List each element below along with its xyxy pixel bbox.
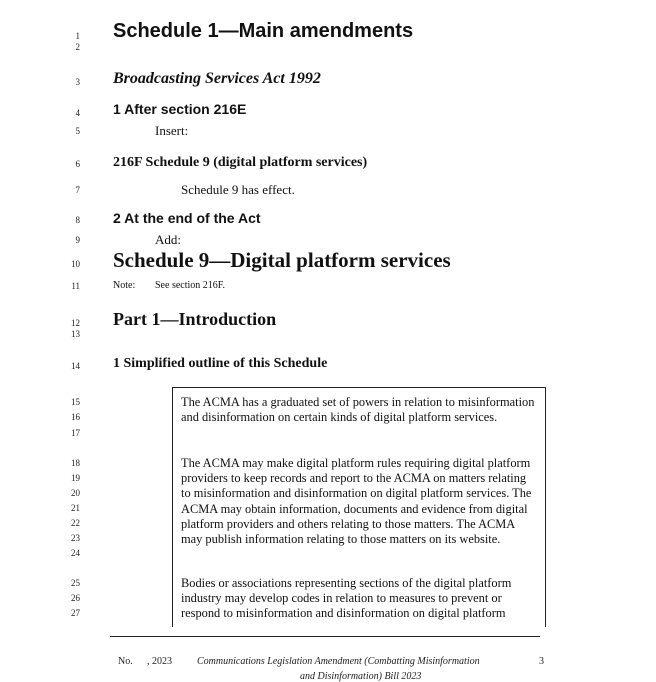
line-number: 7: [75, 185, 80, 195]
line-number: 18: [71, 458, 80, 468]
line-number: 10: [71, 259, 80, 269]
schedule-9-heading: Schedule 9—Digital platform services: [113, 248, 451, 272]
line-number: 3: [75, 77, 80, 87]
line-number: 15: [71, 397, 80, 407]
line-number: 22: [71, 518, 80, 528]
section-1-heading: 1 Simplified outline of this Schedule: [113, 356, 328, 371]
footer-no-label: No.: [118, 656, 133, 667]
line-number: 17: [71, 428, 80, 438]
line-number: 23: [71, 533, 80, 543]
line-number: 12: [71, 318, 80, 328]
act-title: Broadcasting Services Act 1992: [113, 70, 321, 87]
line-number: 27: [71, 608, 80, 618]
line-number: 26: [71, 593, 80, 603]
section-216f-text: Schedule 9 has effect.: [181, 182, 295, 197]
item-2-heading: 2 At the end of the Act: [113, 210, 261, 226]
footer-bill-title: Communications Legislation Amendment (Combatting Misinformation: [197, 656, 480, 667]
footer-year: , 2023: [147, 656, 172, 667]
line-number: 5: [75, 126, 80, 136]
line-number: 24: [71, 548, 80, 558]
outline-paragraph: The ACMA has a graduated set of powers in relation to misinformation and disinformation on certain kinds of digital platform services.: [181, 395, 535, 425]
footer-bill-title-continued: and Disinformation) Bill 2023: [300, 671, 422, 682]
line-number: 13: [71, 329, 80, 339]
line-number: 25: [71, 578, 80, 588]
line-number: 11: [71, 281, 80, 291]
line-number: 6: [75, 159, 80, 169]
schedule-heading: Schedule 1—Main amendments: [113, 20, 414, 42]
line-number: 19: [71, 473, 80, 483]
line-number: 8: [75, 215, 80, 225]
line-number: 9: [75, 235, 80, 245]
line-number: 20: [71, 488, 80, 498]
outline-paragraph: Bodies or associations representing sections of the digital platform industry may develop codes in relation to measures to prevent or respond to misinformation and disinformation on digital platform: [181, 576, 512, 621]
line-number: 21: [71, 503, 80, 513]
footer-page-number: 3: [539, 656, 544, 667]
item-1-heading: 1 After section 216E: [113, 101, 247, 117]
line-number: 1: [75, 31, 80, 41]
line-number: 4: [75, 108, 80, 118]
item-2-instruction: Add:: [155, 232, 181, 247]
footer-rule: [110, 636, 540, 637]
note-label: Note:: [113, 280, 136, 291]
section-216f-heading: 216F Schedule 9 (digital platform services): [113, 155, 368, 170]
note-text: See section 216F.: [155, 280, 226, 291]
simplified-outline-box: [172, 387, 546, 627]
item-1-instruction: Insert:: [155, 123, 189, 138]
line-number: 14: [71, 361, 80, 371]
line-number: 2: [75, 42, 80, 52]
part-1-heading: Part 1—Introduction: [113, 309, 277, 329]
line-number: 16: [71, 412, 80, 422]
outline-paragraph: The ACMA may make digital platform rules requiring digital platform providers to keep records and report to the ACMA on matters relating to misinformation and disinformation on digital platform services. The ACMA may obtain information, documents and evidence from digital platform providers and others relating to those matters. The ACMA may publish information relating to those matters on its website.: [181, 456, 532, 547]
